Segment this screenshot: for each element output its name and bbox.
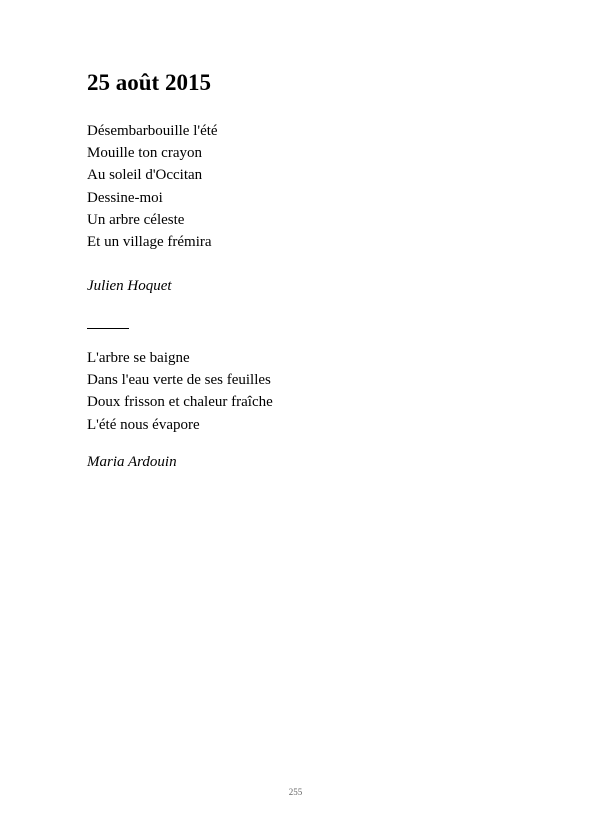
poem-line: Dans l'eau verte de ses feuilles (87, 372, 271, 389)
poem-2-author: Maria Ardouin (87, 454, 177, 470)
page-number: 255 (288, 787, 303, 797)
separator-line (87, 328, 129, 329)
poem-line: Et un village frémira (87, 234, 212, 251)
poem-2-stanza (87, 347, 273, 436)
poem-line: Au soleil d'Occitan (87, 167, 203, 184)
poem-line: Un arbre céleste (87, 211, 185, 228)
poem-1-author: Julien Hoquet (87, 278, 172, 294)
poem-line: Mouille ton crayon (87, 145, 202, 162)
poem-line: Désembarbouille l'été (87, 123, 218, 139)
poem-1-stanza (87, 120, 218, 253)
poem-line: Dessine-moi (87, 189, 163, 206)
page-title: 25 août 2015 (87, 70, 211, 95)
poem-line: L'arbre se baigne (87, 350, 190, 366)
poem-line: L'été nous évapore (87, 416, 200, 433)
poem-line: Doux frisson et chaleur fraîche (87, 394, 273, 411)
